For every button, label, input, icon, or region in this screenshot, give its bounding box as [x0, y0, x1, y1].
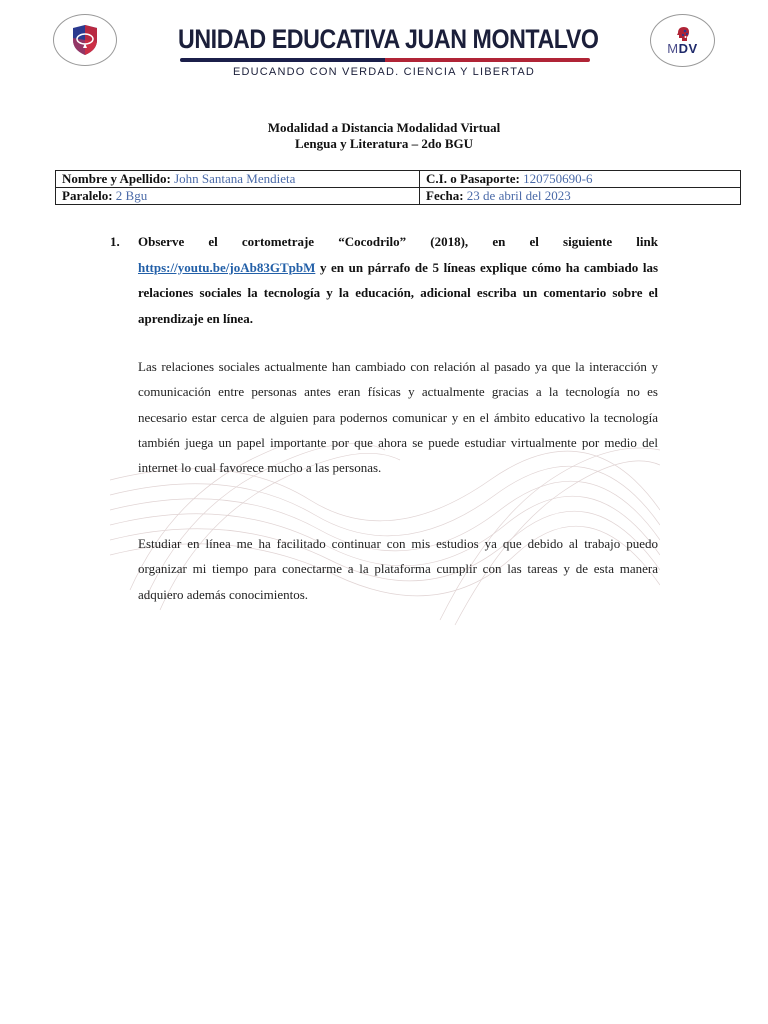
underline-red — [385, 58, 590, 62]
paralelo-label: Paralelo: — [62, 188, 113, 203]
table-row — [56, 188, 741, 205]
document-heading — [0, 120, 768, 152]
mdv-logo — [650, 14, 715, 67]
id-value: 120750690-6 — [523, 171, 593, 186]
question-number: 1. — [110, 234, 120, 249]
video-link[interactable]: https://youtu.be/joAb83GTpbM — [138, 259, 316, 275]
heading-subject: Lengua y Literatura – 2do BGU — [294, 136, 474, 151]
question-text: Observe el cortometraje “Cocodrilo” (2018), en el siguiente link https://youtu.be/joAb83GTpbM y en un párrafo de 5 líneas explique cómo ha cambiado las relaciones sociales la tecnología y la educación, adicional escriba un comentario sobre el aprendizaje en línea. — [138, 234, 658, 326]
name-cell — [56, 171, 420, 188]
mdv-head-icon — [675, 26, 691, 42]
school-motto: EDUCANDO CON VERDAD. CIENCIA Y LIBERTAD — [232, 66, 536, 78]
student-info-table — [55, 170, 741, 205]
table-row — [56, 171, 741, 188]
school-shield-icon — [70, 24, 100, 56]
id-label: C.I. o Pasaporte: — [426, 171, 520, 186]
document-header — [0, 0, 768, 90]
id-cell — [420, 171, 741, 188]
name-label: Nombre y Apellido: — [62, 171, 171, 186]
paralelo-cell — [56, 188, 420, 205]
fecha-value: 23 de abril del 2023 — [466, 188, 571, 203]
underline-navy — [180, 58, 385, 62]
title-underline — [180, 58, 590, 62]
answer-paragraph-1: Las relaciones sociales actualmente han cambiado con relación al pasado ya que la interacción y comunicación entre personas antes eran físicas y actualmente gracias a la tecnología no es necesario estar cerca de alguien para podernos comunicar y en el ámbito educativo la tecnología también juega un papel importante por que ahora se puede estudiar virtualmente por medio del internet lo cual favorece mucho a las personas. — [138, 359, 658, 476]
school-logo — [53, 14, 117, 66]
fecha-cell — [420, 188, 741, 205]
heading-modality: Modalidad a Distancia Modalidad Virtual — [267, 120, 501, 135]
paralelo-value: 2 Bgu — [115, 188, 148, 203]
mdv-logo-text: MDV — [667, 40, 698, 56]
answer-paragraph-2: Estudiar en línea me ha facilitado continuar con mis estudios ya que debido al trabajo puedo organizar mi tiempo para conectarme a la plataforma cumplir con las tareas y de esta manera adquiero además conocimientos. — [138, 536, 658, 602]
school-name: UNIDAD EDUCATIVA JUAN MONTALVO — [178, 24, 599, 54]
question-1 — [110, 229, 658, 331]
name-value: John Santana Mendieta — [174, 171, 296, 186]
fecha-label: Fecha: — [426, 188, 464, 203]
